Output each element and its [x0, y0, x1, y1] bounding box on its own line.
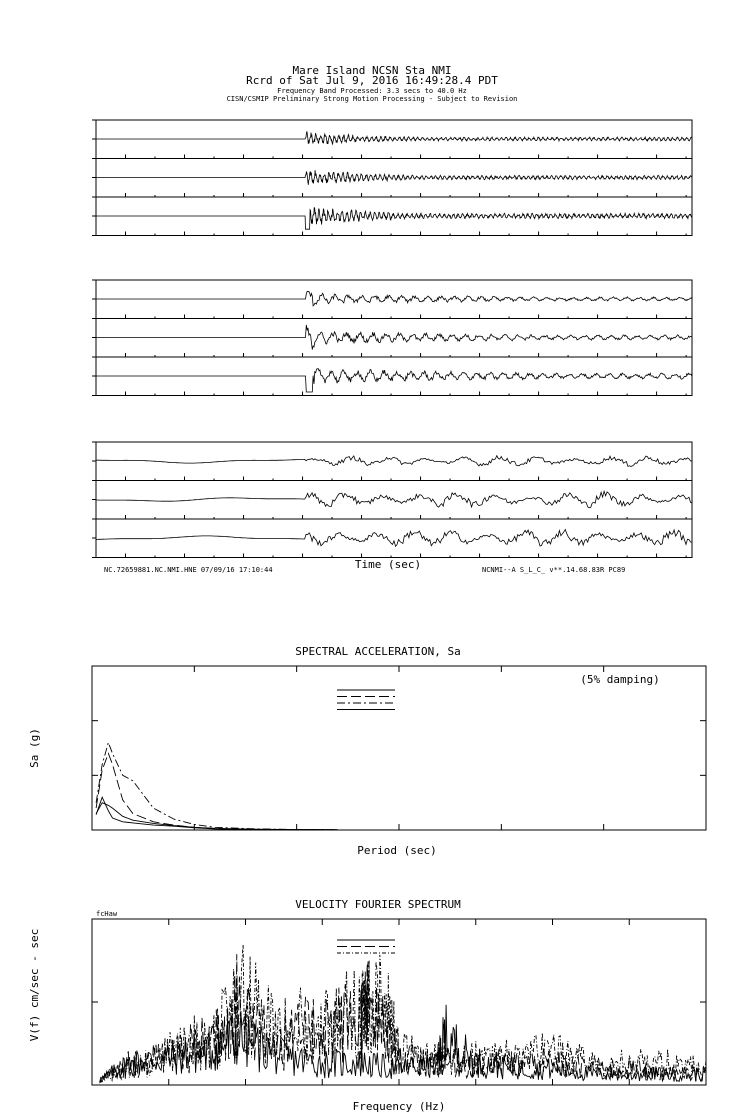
waveform-trace: [96, 131, 692, 144]
frequency-band-note: Frequency Band Processed: 3.3 secs to 40.0 Hz: [277, 87, 467, 95]
waveform-trace: [96, 325, 692, 350]
track-frame: [96, 519, 692, 558]
version-footer: NCNMI--A S_L_C_ v**.14.68.83R PC89: [482, 566, 626, 574]
channel-track: [92, 120, 692, 159]
track-frame: [96, 442, 692, 481]
panel-0: [92, 120, 692, 236]
panel-2: [92, 442, 692, 558]
channel-track: [92, 197, 692, 236]
sa-chart-title: SPECTRAL ACCELERATION, Sa: [295, 645, 461, 658]
waveform-trace: [96, 369, 692, 392]
channel-track: [92, 519, 692, 558]
waveform-trace: [96, 170, 692, 185]
waveform-trace: [96, 291, 692, 306]
station-title: Mare Island NCSN Sta NMI: [292, 64, 452, 77]
waveform-trace: [96, 456, 692, 467]
fourier-x-axis-label: Frequency (Hz): [352, 1100, 446, 1113]
channel-track: [92, 159, 692, 198]
fourier-chart-title: VELOCITY FOURIER SPECTRUM: [295, 898, 461, 911]
series-line: [96, 754, 338, 830]
waveform-trace: [96, 530, 692, 547]
channel-track: [92, 481, 692, 520]
waveform-trace: [96, 491, 692, 508]
record-id-footer: NC.72659881.NC.NMI.HNE 07/09/16 17:10:44: [104, 566, 273, 574]
channel-track: [92, 357, 692, 396]
channel-track: [92, 319, 692, 358]
sa-plot-frame: [92, 666, 706, 830]
channel-track: [92, 442, 692, 481]
sa-x-axis-label: Period (sec): [357, 844, 437, 857]
damping-annotation: (5% damping): [580, 673, 660, 686]
processing-note: CISN/CSMIP Preliminary Strong Motion Processing - Subject to Revision: [226, 95, 518, 103]
sa-chart: [92, 666, 706, 830]
series-line: [96, 743, 338, 830]
series-line: [100, 945, 706, 1084]
channel-track: [92, 280, 692, 319]
series-line: [96, 803, 338, 830]
time-series-panels: [92, 120, 692, 558]
panel-1: [92, 280, 692, 396]
waveform-trace: [96, 208, 692, 230]
fourier-corner-label: fcHaw: [96, 910, 118, 918]
fourier-chart: [92, 919, 706, 1085]
sa-y-axis-label: Sa (g): [28, 728, 41, 768]
time-axis-label: Time (sec): [354, 558, 422, 571]
fourier-y-axis-label: V(f) cm/sec - sec: [28, 928, 41, 1042]
record-title: Rcrd of Sat Jul 9, 2016 16:49:28.4 PDT: [246, 74, 498, 87]
